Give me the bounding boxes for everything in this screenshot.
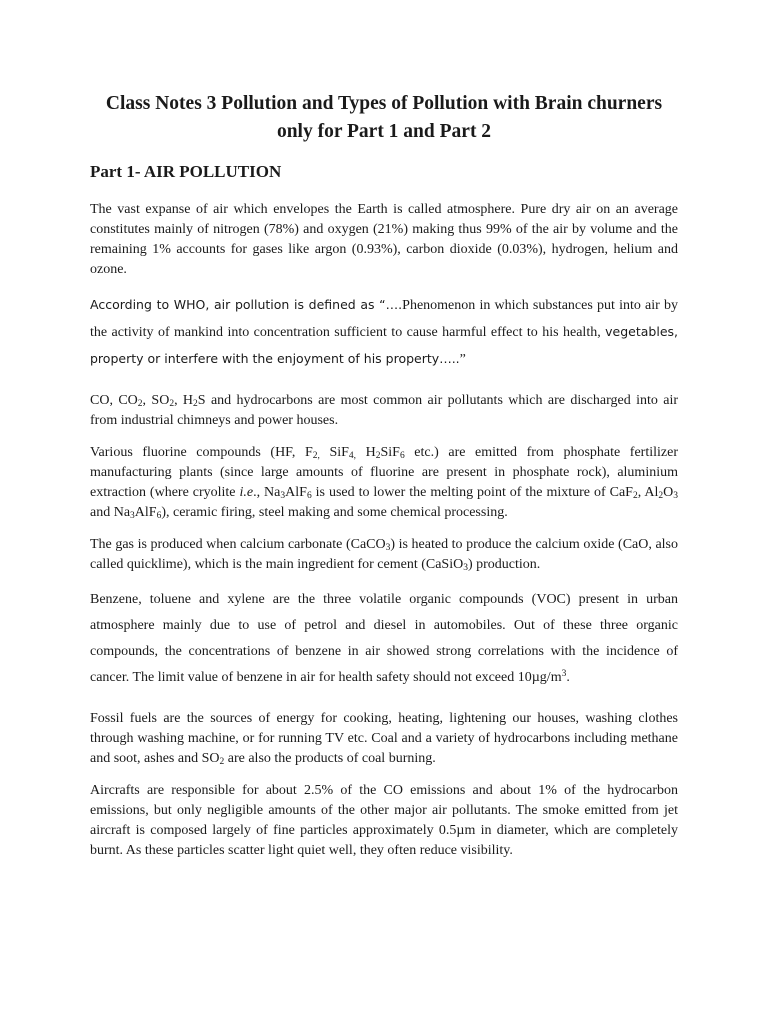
section-heading: Part 1- AIR POLLUTION (90, 162, 282, 181)
paragraph-calcium-carbonate: The gas is produced when calcium carbonate (CaCO$_3$) is heated to produce the calcium oxide (CaO, also called quicklime), which is the main ingredient for cement (CaSiO$_3$) production. (90, 537, 678, 573)
paragraph-fluorine-compounds: Various fluorine compounds (HF, $F_{2,}$ SiF$_{4,}$ $H_2SiF_6$ etc.) are emitted from phosphate fertilizer manufacturing plants (since large amounts of fluorine are present in phosphate rock), aluminium extraction (where cryolite i.e., $Na_3AlF_6$ is used to lower the melting point of the mixture of CaF$_2$, $Al_2O_3$ and $Na_3AlF_6$), ceramic firing, steel making and some chemical processing. (90, 445, 679, 521)
paragraph-voc-benzene: Benzene, toluene and xylene are the three volatile organic compounds (VOC) present in urban atmosphere mainly due to use of petrol and diesel in automobiles. Out of these three organic compounds, the concentrations of benzene in air showed strong correlations with the incidence of cancer. The limit value of benzene in air for health safety should not exceed $10\mu g/m^3$. (90, 592, 678, 685)
paragraph-atmosphere: The vast expanse of air which envelopes the Earth is called atmosphere. Pure dry air on an average constitutes mainly of nitrogen (78%) and oxygen (21%) making thus 99% of the air by volume and the remaining 1% accounts for gases like argon (0.93%), carbon dioxide (0.03%), hydrogen, helium and ozone. (90, 202, 678, 277)
paragraph-common-pollutants: CO, $CO_2$, $SO_2$, $H_2S$ and hydrocarbons are most common air pollutants which are discharged into air from industrial chimneys and power houses. (90, 393, 678, 428)
paragraph-fossil-fuels: Fossil fuels are the sources of energy for cooking, heating, lightening our houses, washing clothes through washing machine, or for running TV etc. Coal and a variety of hydrocarbons including methane and soot, ashes and $SO_2$ are also the products of coal burning. (90, 711, 678, 767)
paragraph-aircraft-emissions: Aircrafts are responsible for about 2.5% of the CO emissions and about 1% of the hydrocarbon emissions, but only negligible amounts of the other major air pollutants. The smoke emitted from jet aircraft is composed largely of fine particles approximately 0.5µm in diameter, which are completely burnt. As these particles scatter light quiet well, they often reduce visibility. (90, 783, 678, 858)
document-title: Class Notes 3 Pollution and Types of Pollution with Brain churners only for Part 1 and Part 2 (105, 93, 663, 142)
paragraph-who-definition: According to WHO, air pollution is defined as “….Phenomenon in which substances put into air by the activity of mankind into concentration sufficient to cause harmful effect to his health, vegetables, property or interfere with the enjoyment of his property…..” (90, 297, 678, 367)
